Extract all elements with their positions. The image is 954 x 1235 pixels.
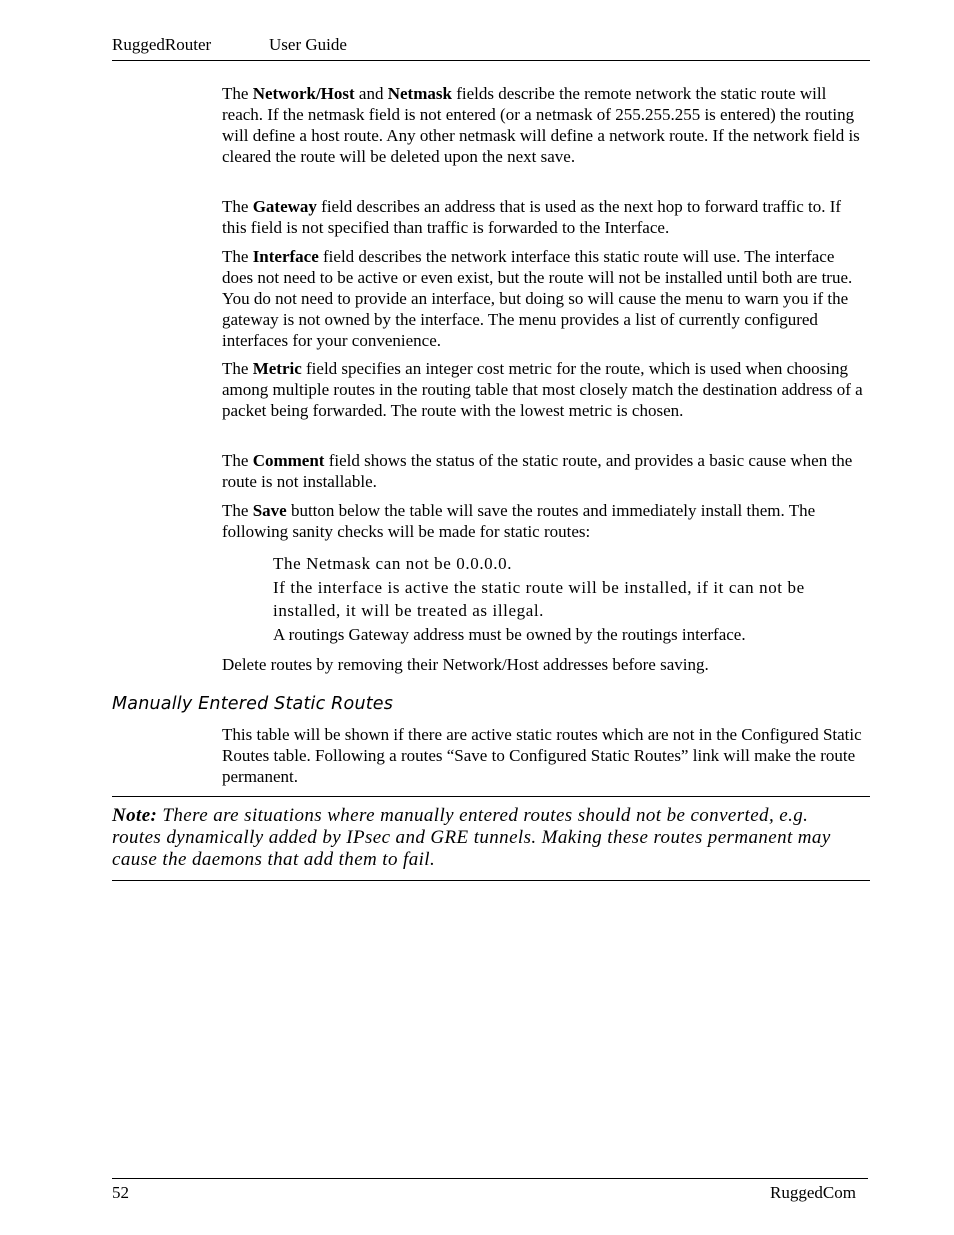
section-heading: Manually Entered Static Routes (112, 694, 394, 714)
paragraph-interface: The Interface field describes the network interface this static route will use. The interface does not need to be active or even exist, but the route will not be installed until both are true. You do not need to provide an interface, but doing so will cause the menu to warn you if the gateway is not owned by the interface. The menu provides a list of currently configured interfaces for your convenience. (222, 247, 853, 350)
paragraph-gateway: The Gateway field describes an address that is used as the next hop to forward traffic to. If this field is not specified than traffic is forwarded to the Interface. (222, 197, 842, 237)
term-gateway: Gateway (252, 197, 317, 216)
note-label: Note: (112, 805, 158, 826)
check-item-gateway: A routings Gateway address must be owned by the routings interface. (273, 625, 746, 644)
paragraph-comment: The Comment field shows the status of the static route, and provides a basic cause when the route is not installable. (222, 451, 853, 491)
check-item-interface: If the interface is active the static route will be installed, if it can not be installed, it will be treated as illegal. (273, 578, 805, 620)
page-header (112, 35, 870, 61)
term-network-host: Network/Host (252, 84, 355, 103)
section-body: This table will be shown if there are active static routes which are not in the Configured Static Routes table. Following a routes “Save to Configured Static Routes” link will make the route permanent. (222, 725, 862, 786)
header-product: RuggedRouter (112, 35, 212, 54)
header-guide: User Guide (269, 35, 347, 54)
term-netmask: Netmask (387, 84, 452, 103)
paragraph-metric: The Metric field specifies an integer cost metric for the route, which is used when choosing among multiple routes in the routing table that most closely match the destination address of a packet being forwarded. The route with the lowest metric is chosen. (222, 359, 863, 420)
paragraph-network-host: The Network/Host and Netmask fields describe the remote network the static route will reach. If the netmask field is not entered (or a netmask of 255.255.255 is entered) the routing will define a host route. Any other netmask will define a network route. If the network field is cleared the route will be deleted upon the next save. (222, 84, 860, 166)
term-comment: Comment (252, 451, 325, 470)
note-text: Note: There are situations where manually entered routes should not be converted, e.g. routes dynamically added by IPsec and GRE tunnels. Making these routes permanent may cause the daemons that add them to fail. (112, 805, 831, 870)
note-box (112, 796, 870, 881)
term-interface: Interface (252, 247, 319, 266)
term-save: Save (252, 501, 287, 520)
term-metric: Metric (252, 359, 302, 378)
footer-company: RuggedCom (770, 1183, 856, 1202)
paragraph-delete: Delete routes by removing their Network/Host addresses before saving. (222, 655, 709, 674)
page-number: 52 (112, 1183, 129, 1202)
page-footer (112, 1178, 868, 1207)
paragraph-save: The Save button below the table will save the routes and immediately install them. The following sanity checks will be made for static routes: (222, 501, 816, 541)
check-item-netmask: The Netmask can not be 0.0.0.0. (273, 554, 513, 573)
